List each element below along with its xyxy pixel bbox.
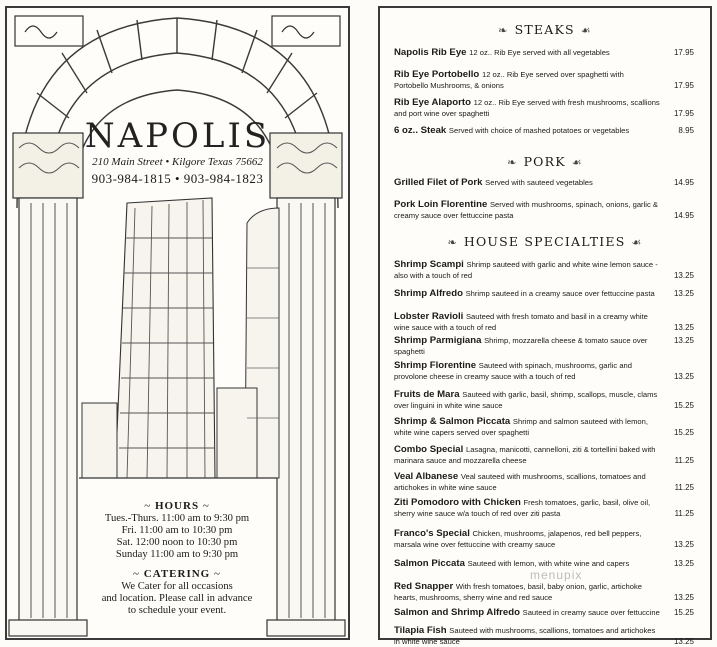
menu-item [394,361,694,382]
item-price: 14.95 [673,211,694,220]
item-price: 17.95 [673,48,694,57]
item-description: Sauteed in creamy sauce over fettuccine [522,608,660,617]
ornament-icon: ❧ [498,24,509,37]
item-price: 15.25 [673,608,694,617]
hours-line: Tues.-Thurs. 11:00 am to 9:30 pm [104,513,250,524]
menu-panel [378,6,712,646]
item-price: 17.95 [673,109,694,118]
item-name: Shrimp Parmigiana [394,335,485,346]
item-price: 14.95 [673,178,694,187]
menu-item [394,200,694,221]
item-price: 13.25 [673,271,694,280]
menu-item [394,98,694,119]
item-description: 12 oz.. Rib Eye served with fresh mushrooms, scallions and port wine over spaghetti [394,98,660,118]
item-name: Shrimp Florentine [394,360,479,371]
ornament-icon: ❧ [507,156,518,169]
item-name: Fruits de Mara [394,389,463,400]
item-name: 6 oz.. Steak [394,125,449,136]
menu-item [394,582,694,603]
item-description: Chicken, mushrooms, jalapenos, red bell peppers, marsala wine over fettuccine with creamy sauce [394,529,642,549]
item-name: Shrimp & Salmon Piccata [394,416,513,427]
item-name: Shrimp Alfredo [394,288,466,299]
swirl-icon: ~ [202,500,210,512]
item-name: Veal Albanese [394,471,461,482]
menu-item [394,126,694,137]
item-description: With fresh tomatoes, basil, baby onion, garlic, artichoke hearts, mushrooms, sherry wine and red sauce [394,582,642,602]
item-price: 11.25 [674,456,694,465]
ornament-icon: ☙ [571,156,583,169]
menu-item [394,608,694,619]
item-price: 15.25 [673,428,694,437]
hours-block [87,500,267,561]
restaurant-address: 210 Main Street • Kilgore Texas 75662 [92,156,263,168]
hours-line: Sunday 11:00 am to 9:30 pm [115,549,239,560]
catering-line: to schedule your event. [127,605,227,616]
item-price: 17.95 [673,81,694,90]
item-price: 13.25 [673,637,694,646]
restaurant-name: NAPOLIS [84,116,271,156]
item-name: Tilapia Fish [394,625,450,636]
item-price: 13.25 [673,323,694,332]
menu-item [394,312,694,333]
menu-item [394,70,694,91]
item-description: Shrimp and salmon sauteed with lemon, white wine capers served over spaghetti [394,417,648,437]
item-description: Lasagna, manicotti, cannelloni, ziti & tortellini baked with marinara sauce and mozzarella cheese [394,445,656,465]
menu-item [394,48,694,59]
menu-item [394,390,694,411]
section-title-text: HOUSE SPECIALTIES [463,234,626,249]
hours-line: Fri. 11:00 am to 10:30 pm [121,525,233,536]
item-price: 13.25 [673,289,694,298]
item-price: 13.25 [673,559,694,568]
item-description: Fresh tomatoes, garlic, basil, olive oil, sherry wine sauce w/a touch of red over ziti pasta [394,498,651,518]
item-price: 13.25 [673,336,694,345]
menu-item [394,336,694,357]
section-title [380,234,710,249]
item-name: Pork Loin Florentine [394,199,490,210]
swirl-icon: ~ [144,500,152,512]
hours-line: Sat. 12:00 noon to 10:30 pm [116,537,238,548]
section-title [380,154,710,169]
item-price: 13.25 [673,372,694,381]
menu-item [394,289,694,300]
item-name: Franco's Special [394,528,473,539]
item-description: Veal sauteed with mushrooms, scallions, tomatoes and artichokes in white wine sauce [394,472,646,492]
item-description: Shrimp sauteed in a creamy sauce over fettuccine pasta [465,289,655,298]
item-description: Served with sauteed vegetables [485,178,593,187]
item-description: 12 oz.. Rib Eye served with all vegetables [469,48,610,57]
item-name: Salmon Piccata [394,558,468,569]
item-description: Sauteed with spinach, mushrooms, garlic and provolone cheese in creamy sauce with a touch of red [394,361,632,381]
item-price: 15.25 [673,401,694,410]
item-description: Shrimp sauteed with garlic and white wine lemon sauce - also with a touch of red [394,260,658,280]
item-price: 11.25 [674,509,694,518]
catering-line: We Cater for all occasions [121,581,233,592]
item-name: Combo Special [394,444,466,455]
menu-item [394,472,694,493]
swirl-icon: ~ [133,568,140,580]
item-price: 13.25 [673,593,694,602]
menu-item [394,498,694,519]
hours-title: HOURS [154,500,200,512]
ornament-icon: ☙ [580,24,592,37]
item-name: Shrimp Scampi [394,259,467,270]
item-name: Salmon and Shrimp Alfredo [394,607,523,618]
item-description: Served with choice of mashed potatoes or vegetables [448,126,630,135]
catering-block [77,568,277,617]
menu-item [394,260,694,281]
item-description: Sauteed with fresh tomato and basil in a creamy white wine sauce with a touch of red [394,312,648,332]
cover-panel [5,6,350,640]
item-description: Served with mushrooms, spinach, onions, garlic & creamy sauce over fettuccine pasta [394,200,658,220]
item-name: Ziti Pomodoro with Chicken [394,497,524,508]
swirl-icon: ~ [213,568,221,580]
ornament-icon: ☙ [631,236,643,249]
item-name: Napolis Rib Eye [394,47,470,58]
watermark: menupix [530,568,583,582]
item-name: Red Snapper [394,581,456,592]
menu-item [394,529,694,550]
item-price: 8.95 [678,126,694,135]
item-name: Lobster Ravioli [394,311,466,322]
item-price: 13.25 [673,540,694,549]
item-price: 11.25 [674,483,694,492]
catering-title: CATERING [143,568,211,580]
section-title [380,22,710,37]
section-title-text: STEAKS [514,22,575,37]
restaurant-phones: 903-984-1815 • 903-984-1823 [91,171,264,186]
item-description: Sauteed with lemon, with white wine and capers [467,559,630,568]
ornament-icon: ❧ [447,236,458,249]
catering-line: and location. Please call in advance [101,593,253,604]
menu-item [394,178,694,189]
menu-item [394,417,694,438]
item-description: Sauteed with mushrooms, scallions, tomatoes and artichokes in white wine sauce [394,626,656,646]
item-name: Grilled Filet of Pork [394,177,486,188]
section-title-text: PORK [523,154,566,169]
menu-item [394,445,694,466]
item-name: Rib Eye Alaporto [394,97,474,108]
item-description: Sauteed with garlic, basil, shrimp, scallops, muscle, clams over linguini in white wine sauce [394,390,658,410]
item-description: 12 oz.. Rib Eye served over spaghetti with Portobello Mushrooms, & onions [394,70,624,90]
item-description: Shrimp, mozzarella cheese & tomato sauce over spaghetti [394,336,648,356]
item-name: Rib Eye Portobello [394,69,482,80]
